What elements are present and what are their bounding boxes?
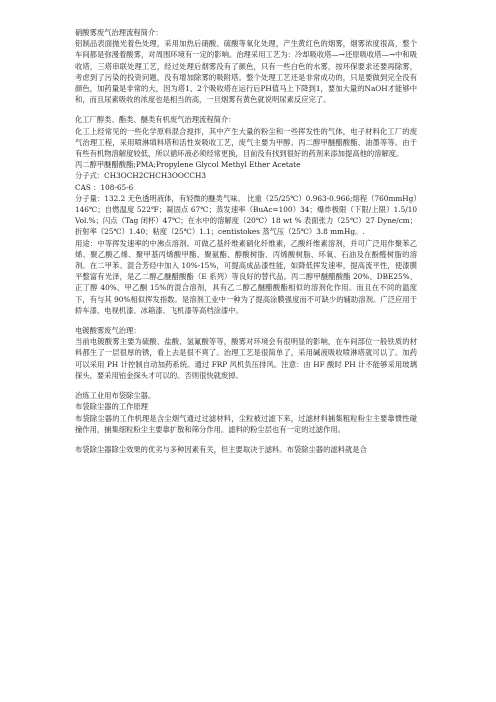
pma-properties: 分子量：132.2 无色透明液体，有轻微的醚类气味。 比重（25/25℃）0.963-0.966;熔程（760mmHg）146℃；自燃温度 522℉；凝固点 67℃；蒸发速率（BuAc=100）34；爆炸极限（下限/上限）1.5/10 Vol.%；闪点（Tag 闭杯）47℃；在水中的溶解度（20℃）18 wt % 表面张力（25℃）27 Dyne/cm；折射率（25℃）1.40；粘度（25℃）1.1；centistokes 蒸气压（25℃）3.8 mmHg。.	[75, 193, 417, 237]
section-title-nitric-acid-mist: 硝酸雾废气治理流程简介：	[75, 28, 163, 37]
spacer	[75, 435, 417, 444]
paragraph-electroplating-acid-mist: 当前电镀酸雾主要为硫酸、盐酸、氢氟酸等等，酸雾对环境会有很明显的影响，在车间部位一般铁质的材料都生了一层很厚的锈，看上去是很不爽了。治理工艺是很简单了，采用碱液吸收喷淋塔就可以了。加药可以采用 PH 计控制自动加药系统。通过 FRP 风机负压排风。注意：由 HF 酸时 PH 计不能够采用玻璃探头，要采用铂金探头才可以的。否则很快就废掉。	[75, 337, 417, 380]
subtitle-bag-filter-principle: 布袋除尘器的工作原理	[75, 402, 148, 412]
pma-usage: 用途：中等挥发速率的中沸点溶剂。可做乙基纤维素硝化纤维素，乙酸纤维素溶剂，并可广泛用作聚苯乙烯、聚乙酸乙烯、聚甲基丙烯酸甲酯、聚氨酯、醇酸树脂、丙烯酸树脂、环氧、石油及在酚醛树脂的溶剂。在二甲苯、混合芳烃中加入 10%-15%，可提高成品漆性能，如降低挥发速率，提高流平性，使漆膜平整富有光泽，是乙二醇乙醚醋酸酯（E 系列）等良好的替代品。丙二醇甲醚醋酸酯 20%、DBE25%、正丁醇 40%、甲乙酮 15%的混合溶剂，具有乙二醇乙醚醋酸酯相似的溶剂化作用。而且在不同的温度下，有与其 90%相似挥发指数。是溶剂工业中一种为了提高涂膜强度而不可缺少的辅助溶剂。广泛应用于轿车漆、电视机漆、冰箱漆、飞机漆等高档涂漆中。	[75, 238, 417, 315]
spacer	[75, 381, 417, 390]
spacer	[75, 105, 417, 114]
paragraph-bag-filter-principle: 布袋除尘器的工作机理是含尘烟气通过过滤材料，尘粒被过滤下来，过滤材料捕集粗粒粉尘主要靠惯性碰撞作用，捕集细粒粉尘主要靠扩散和筛分作用。滤料的粉尘层也有一定的过滤作用。	[75, 413, 417, 434]
paragraph-organic-waste-gas: 化工上经常见的一些化学原料混合搅拌，其中产生大量的粉尘和一些挥发性的气体，电子材料化工厂的废气治理工程，采用喷淋填料塔和活性炭吸收工艺，废气主要为甲醇、丙二醇甲醚醋酸酯、油墨等等。由于有些有机物溶解度较低，所以循环液必须经常更换，目前没有找到很好的药剂来添加提高他的溶解度。	[75, 126, 417, 159]
pma-cas: CAS ：108-65-6	[75, 182, 134, 192]
paragraph-nitric-acid-mist: 铝制品表面抛光着色处理，采用加热后硝酸、硫酸等氧化处理，产生黄红色的烟雾，烟雾浓度很高，整个车间都是弥漫着酸雾，对周围环境有一定的影响。治理采用工艺为：冷却吸收塔—→还原吸收塔—→中和吸收塔，三塔串联处理工艺，经过处理后烟雾没有了颜色，只有一些白色的水雾，按环保要求还要再除雾，考虑到了污染的投资问题，没有增加除雾的吸附塔。整个处理工艺还是非常成功的，只是要做到完全没有颜色，加药量是非常的大，因为塔1、2个吸收塔在运行后PH值马上下降到1，要加大量的NaOH才能够中和，而且尿素吸收的浓度也是相当的高，一旦烟雾有黄色就说明尿素反应完了。	[75, 39, 417, 105]
section-title-electroplating-acid-mist: 电镀酸雾废气治理：	[75, 326, 141, 336]
paragraph-bag-filter-effect: 布袋除尘器除尘效果的优劣与多种因素有关，但主要取决于滤料。布袋除尘器的滤料就是合	[75, 444, 367, 454]
section-title-pma: 丙二醇甲醚醋酸酯;PMA;Propylene Glycol Methyl Ether Acetate	[75, 160, 301, 170]
pma-formula: 分子式：CH3OCH2CHCH3OOCCH3	[75, 171, 207, 181]
spacer	[75, 316, 417, 325]
section-title-organic-waste-gas: 化工厂醇类、酯类、醚类有机废气治理流程简介：	[75, 115, 236, 125]
document-body	[75, 27, 417, 455]
section-title-bag-filter: 冶炼工业用布袋除尘器。	[75, 391, 156, 401]
